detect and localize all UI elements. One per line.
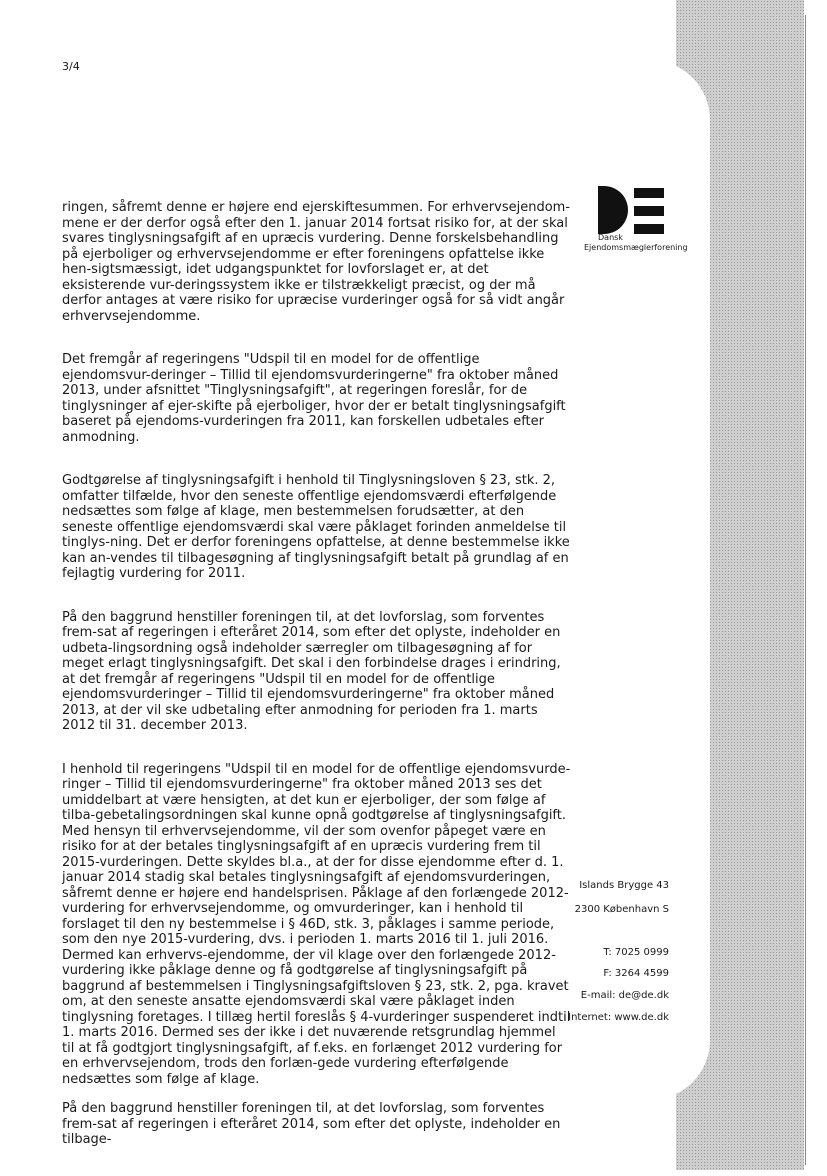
logo-e-bar-middle [634, 206, 664, 216]
contact-website[interactable]: Internet: www.de.dk [568, 1012, 669, 1023]
contact-address-2: 2300 København S [574, 904, 669, 915]
contact-phone: T: 7025 0999 [603, 947, 669, 958]
paragraph-3: Godtgørelse af tinglysningsafgift i henhold til Tinglysningsloven § 23, stk. 2, omfatter tilfælde, hvor den seneste offentlige ejendomsværdi efterfølgende nedsættes som følge af klage, men bestemmelsen forudsætter, at den seneste offentlige ejendomsværdi skal være påklaget forinden anmeldelse til tinglys-ning. Det er derfor foreningens opfattelse, at denne bestemmelse ikke kan an-vendes til tilbagesøgning af tinglysningsafgift betalt på grundlag af en fejlagtig vurdering for 2011. [62, 473, 570, 581]
paragraph-6: På den baggrund henstiller foreningen til, at det lovforslag, som forventes frem-sat af regeringen i efteråret 2014, som efter det oplyste, indeholder en tilbage- [62, 1101, 561, 1147]
contact-email[interactable]: E-mail: de@de.dk [580, 990, 669, 1001]
paragraph-2: Det fremgår af regeringens "Udspil til en model for de offentlige ejendomsvur-deringer – Tillid til ejendomsvurderingerne" fra oktober måned 2013, under afsnittet "Tinglysningsafgift", at regeringen foreslår, for de tinglysninger af ejer-skifte på ejerboliger, hvor der er betalt tinglysningsafgift baseret på ejendoms-vurderingen fra 2011, kan forskellen udbetales efter anmodning. [62, 352, 566, 445]
page-number: 3/4 [62, 60, 80, 73]
contact-address-1: Islands Brygge 43 [579, 880, 669, 891]
right-edge-line [805, 15, 806, 1165]
paragraph-1: ringen, såfremt denne er højere end ejerskiftesummen. For erhvervsejendom-mene er der derfor også efter den 1. januar 2014 fortsat risiko for, at der skal svares tinglysningsafgift af en upræcis vurdering. Denne forskelsbehandling på ejerboliger og erhvervsejendomme er efter foreningens opfattelse ikke hen-sigtsmæssigt, idet udgangspunktet for lovforslaget er, at det eksisterende vur-deringssystem ikke er tilstrækkeligt præcist, og der må derfor antages at være risiko for upræcise vurderinger også for så vidt angår erhvervsejendomme. [62, 200, 571, 324]
contact-fax: F: 3264 4599 [603, 968, 669, 979]
logo-text-forening: Ejendomsmæglerforening [584, 243, 688, 252]
logo-text-dansk: Dansk [598, 233, 623, 242]
logo-d-shape [598, 186, 628, 234]
paragraph-4: På den baggrund henstiller foreningen til, at det lovforslag, som forventes frem-sat af regeringen i efteråret 2014, som efter det oplyste, indeholder en udbeta-lingsordning også indeholder særregler om tilbagesøgning af for meget erlagt tinglysningsafgift. Det skal i den forbindelse drages i erindring, at det fremgår af regeringens "Udspil til en model for de offentlige ejendomsvurderinger – Tillid til ejendomsvurderingerne" fra oktober måned 2013, at der vil ske udbetaling efter anmodning for perioden fra 1. marts 2012 til 31. december 2013. [62, 609, 561, 733]
logo-e-bar-bottom [634, 224, 664, 234]
letter-body [62, 200, 572, 1176]
logo-e-bar-top [634, 188, 664, 198]
paragraph-5: I henhold til regeringens "Udspil til en model for de offentlige ejendomsvurde-ringer – Tillid til ejendomsvurderingerne" fra oktober måned 2013 ses det umiddelbart at være hensigten, at det kun er ejerboliger, der som følge af tilba-gebetalingsordningen skal kunne opnå godtgørelse af tinglysningsafgift. Med hensyn til erhvervsejendomme, vil der som ovenfor påpeget være en risiko for at der betales tinglysningsafgift af en upræcis vurdering frem til 2015-vurderingen. Dette skyldes bl.a., at der for disse ejendomme efter d. 1. januar 2014 stadig skal betales tinglysningsafgift af ejendomsvurderingen, såfremt denne er højere end handelsprisen. Påklage af den forlængede 2012-vurdering for erhvervsejendomme, og omvurderinger, kan i henhold til forslaget til den ny bestemmelse i § 46D, stk. 3, påklages i samme periode, som den nye 2015-vurdering, dvs. i perioden 1. marts 2016 til 1. juli 2016. Dermed kan erhvervs-ejendomme, der vil klage over den forlængede 2012-vurdering ikke påklage denne og få godtgørelse af tinglysningsafgift på baggrund af bestemmelsen i Tinglysningsafgiftsloven § 23, stk. 2, pga. kravet om, at den seneste ansatte ejendomsværdi skal være påklaget inden tinglysning foretages. I tillæg hertil foreslås § 4-vurderinger suspenderet indtil 1. marts 2016. Dermed ses der ikke i det nuværende retsgrundlag hjemmel til at få godtgjort tinglysningsafgift, af f.eks. en forlænget 2012 vurdering for en erhvervsejendom, trods den forlæn-gede vurdering efterfølgende nedsættes som følge af klage. [62, 761, 571, 1087]
